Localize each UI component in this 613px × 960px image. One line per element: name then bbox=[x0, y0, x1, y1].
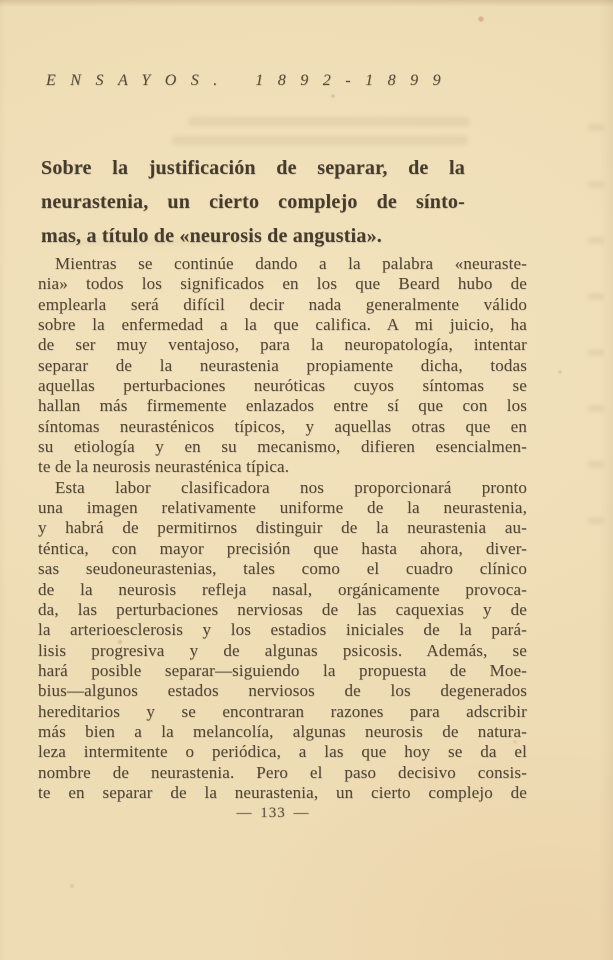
text-line: nombre de neurastenia. Pero el paso decisivo consis- bbox=[38, 762, 527, 782]
text-line: Mientras se continúe dando a la palabra «neuraste- bbox=[55, 254, 527, 273]
text-line: te en separar de la neurastenia, un cierto complejo de bbox=[38, 782, 527, 802]
showthrough-mark bbox=[172, 136, 468, 145]
text-line: y habrá de permitirnos distinguir de la neurastenia au- bbox=[38, 518, 527, 538]
text-line: de la neurosis refleja nasal, orgánicamente provoca- bbox=[38, 579, 527, 599]
title-line: neurastenia, un cierto complejo de sínto- bbox=[41, 190, 465, 213]
text-line: emplearla será difícil decir nada generalmente válido bbox=[38, 294, 527, 314]
page-number: — 133 — bbox=[236, 805, 310, 821]
text-line: lisis progresiva y de algunas psicosis. Además, se bbox=[38, 640, 527, 660]
text-line: la arterioesclerosis y los estadios iniciales de la pará- bbox=[38, 620, 527, 640]
text-line: separar de la neurastenia propiamente dicha, todas bbox=[38, 355, 527, 375]
text-line: te de la neurosis neurasténica típica. bbox=[38, 457, 290, 477]
text-line: nia» todos los significados en los que Beard hubo de bbox=[38, 274, 527, 294]
showthrough-mark bbox=[588, 293, 604, 300]
text-line: hará posible separar—siguiendo la propuesta de Moe- bbox=[38, 660, 527, 680]
essay-title bbox=[41, 152, 465, 253]
showthrough-mark bbox=[588, 237, 604, 244]
showthrough-mark bbox=[588, 517, 604, 524]
showthrough-mark bbox=[588, 181, 604, 188]
text-line: su etiología y en su mecanismo, difieren esencialmen- bbox=[38, 437, 527, 457]
text-line: síntomas neurasténicos típicos, y aquellas otras que en bbox=[38, 416, 527, 436]
text-line: hallan más firmemente enlazados entre sí que con los bbox=[38, 396, 527, 416]
text-line: de ser muy ventajoso, para la neuropatología, intentar bbox=[38, 335, 527, 355]
title-line: Sobre la justificación de separar, de la bbox=[41, 157, 465, 179]
text-line: Esta labor clasificadora nos proporcionará pronto bbox=[55, 477, 527, 497]
text-line: leza intermitente o periódica, a las que hoy se da el bbox=[38, 742, 527, 762]
title-line: mas, a título de «neurosis de angustia». bbox=[41, 224, 383, 247]
text-line: aquellas perturbaciones neuróticas cuyos síntomas se bbox=[38, 376, 527, 396]
showthrough-mark bbox=[588, 349, 604, 356]
text-line: téntica, con mayor precisión que hasta ahora, diver- bbox=[38, 538, 527, 558]
running-header: ENSAYOS. 1892-1899 bbox=[46, 72, 456, 89]
text-line: sobre la enfermedad a la que califica. A mi juicio, ha bbox=[38, 315, 527, 335]
text-line: da, las perturbaciones nerviosas de las caquexias y de bbox=[38, 599, 527, 619]
showthrough-mark bbox=[588, 124, 604, 131]
showthrough-mark bbox=[588, 461, 604, 468]
showthrough-mark bbox=[588, 405, 604, 412]
showthrough-mark bbox=[188, 117, 470, 126]
text-line: más bien a la melancolía, algunas neurosis de natura- bbox=[38, 721, 527, 741]
text-line: una imagen relativamente uniforme de la neurastenia, bbox=[38, 498, 527, 518]
text-line: sas seudoneurastenias, tales como el cuadro clínico bbox=[38, 559, 527, 579]
text-line: bius—algunos estados nerviosos de los degenerados bbox=[38, 681, 527, 701]
text-line: hereditarios y se encontraran razones para adscribir bbox=[38, 701, 527, 721]
essay-body bbox=[38, 254, 527, 803]
